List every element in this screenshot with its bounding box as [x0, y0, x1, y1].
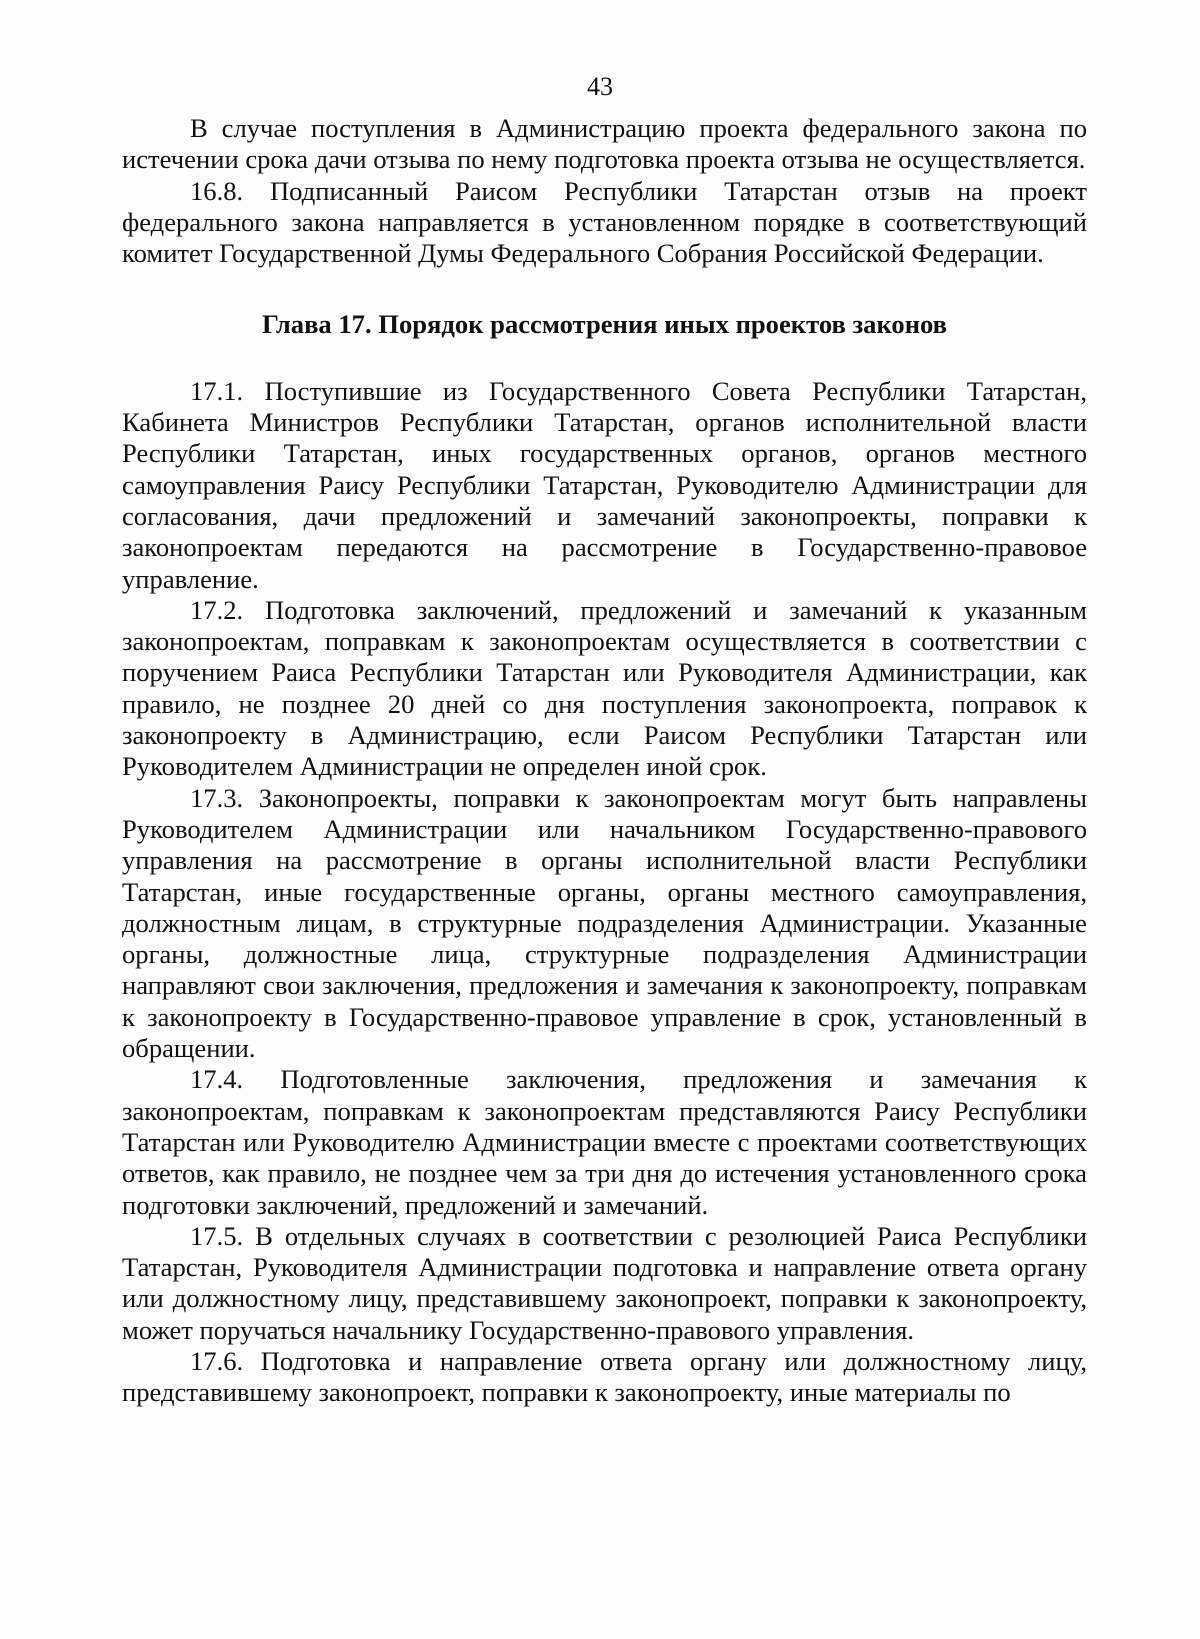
paragraph-number: 17.5.: [190, 1220, 244, 1251]
paragraph-federal-law-review: [122, 113, 1087, 176]
paragraph-number: 16.8.: [190, 175, 244, 206]
paragraph-text: В случае поступления в Администрацию проекта федерального закона по истечении срока дачи отзыва по нему подготовка проекта отзыва не осуществляется.: [122, 113, 1087, 175]
paragraph-16-8: [122, 176, 1087, 270]
page-number: 43: [587, 72, 613, 101]
paragraph-17-6: [122, 1346, 1087, 1409]
paragraph-text: Подготовленные заключения, предложения и замечания к законопроектам, поправкам к законопроектам представляются Раису Республики Татарстан или Руководителю Администрации вместе с проектами соответствующих ответов, как правило, не позднее чем за три дня до истечения установленного срока подготовки заключений, предложений и замечаний.: [122, 1064, 1087, 1220]
paragraph-17-3: [122, 783, 1087, 1065]
paragraph-17-1: [122, 376, 1087, 595]
paragraph-17-5: [122, 1221, 1087, 1346]
paragraph-text: Поступившие из Государственного Совета Республики Татарстан, Кабинета Министров Республики Татарстан, органов исполнительной власти Республики Татарстан, иных государственных органов, органов местного самоуправления Раису Республики Татарстан, Руководителю Администрации для согласования, дачи предложений и замечаний законопроекты, поправки к законопроектам передаются на рассмотрение в Государственно-правовое управление.: [122, 375, 1087, 594]
paragraph-number: 17.6.: [190, 1345, 244, 1376]
paragraph-text: Подписанный Раисом Республики Татарстан отзыв на проект федерального закона направляется в установленном порядке в соответствующий комитет Государственной Думы Федерального Собрания Российской Федерации.: [122, 175, 1087, 269]
paragraph-17-2: [122, 595, 1087, 783]
paragraph-number: 17.3.: [190, 782, 244, 813]
paragraph-17-4: [122, 1064, 1087, 1220]
paragraph-number: 17.1.: [190, 375, 244, 406]
document-body: [122, 113, 1087, 1409]
paragraph-text: В отдельных случаях в соответствии с резолюцией Раиса Республики Татарстан, Руководителя Администрации подготовка и направление ответа органу или должностному лицу, представившему законопроект, поправки к законопроекту, может поручаться начальнику Государственно-правового управления.: [122, 1220, 1087, 1345]
paragraph-text: Подготовка и направление ответа органу или должностному лицу, представившему законопроект, поправки к законопроекту, иные материалы по: [122, 1345, 1087, 1408]
paragraph-number: 17.2.: [190, 594, 244, 625]
paragraph-text: Законопроекты, поправки к законопроектам могут быть направлены Руководителем Администрации или начальником Государственно-правового управления на рассмотрение в органы исполнительной власти Республики Татарстан, иные государственные органы, органы местного самоуправления, должностным лицам, в структурные подразделения Администрации. Указанные органы, должностные лица, структурные подразделения Администрации направляют свои заключения, предложения и замечания к законопроекту, поправкам к законопроекту в Государственно-правовое управление в срок, установленный в обращении.: [122, 782, 1087, 1064]
paragraph-text: Подготовка заключений, предложений и замечаний к указанным законопроектам, поправкам к законопроектам осуществляется в соответствии с поручением Раиса Республики Татарстан или Руководителя Администрации, как правило, не позднее 20 дней со дня поступления законопроекта, поправок к законопроекту в Администрацию, если Раисом Республики Татарстан или Руководителем Администрации не определен иной срок.: [122, 594, 1087, 782]
paragraph-number: 17.4.: [190, 1064, 244, 1095]
chapter-title: Глава 17. Порядок рассмотрения иных проектов законов: [261, 309, 948, 340]
